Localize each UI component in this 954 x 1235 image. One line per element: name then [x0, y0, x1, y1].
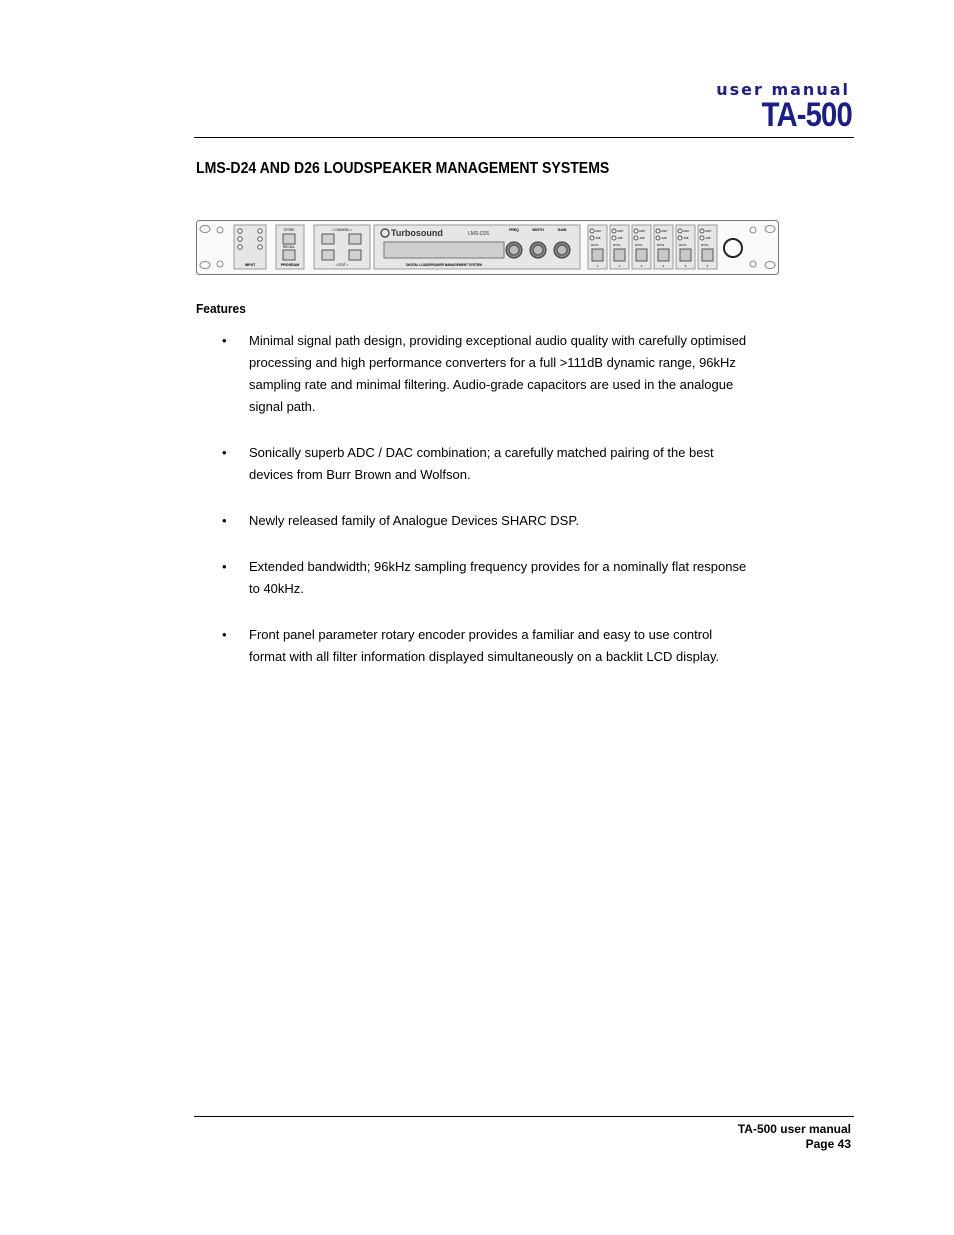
knob-label-gain: GAIN	[557, 228, 567, 232]
limit-label: LIMIT	[595, 230, 602, 233]
mute-button	[636, 249, 647, 261]
knob-label-width: WIDTH	[532, 228, 544, 232]
header-rule	[194, 137, 854, 138]
channel-strip	[610, 225, 629, 269]
mute-button	[658, 249, 669, 261]
channel-number: 4	[662, 264, 665, 268]
list-item: • Newly released family of Analogue Devices SHARC DSP.	[220, 510, 750, 532]
recall-label: RECALL	[282, 245, 296, 249]
limit-label: LIMIT	[661, 230, 668, 233]
list-item: • Minimal signal path design, providing exceptional audio quality with carefully optimised processing and high performance converters for a full >111dB dynamic range, 96kHz sampling rate and minimal filtering. Audio-grade capacitors are used in the analogue signal path.	[220, 330, 750, 418]
front-panel-illustration	[196, 220, 780, 276]
mute-button	[680, 249, 691, 261]
mute-label: MUTE	[679, 244, 687, 247]
channel-number: 6	[706, 264, 709, 268]
section-title: LMS-D24 AND D26 LOUDSPEAKER MANAGEMENT SYSTEMS	[196, 160, 610, 177]
channel-number: 2	[618, 264, 621, 268]
mute-label: MUTE	[701, 244, 709, 247]
lcd-display	[384, 242, 504, 258]
edit-label: < EDIT >	[335, 263, 349, 267]
rotary-encoder-icon	[724, 239, 742, 257]
mute-label: MUTE	[657, 244, 665, 247]
limit-label: LIMIT	[683, 230, 690, 233]
footer-page-number: Page 43	[805, 1137, 851, 1151]
mute-label: MUTE	[635, 244, 643, 247]
input-label: INPUT	[244, 263, 256, 267]
knob-label-freq: FREQ	[509, 228, 519, 232]
header-title: TA-500	[761, 96, 852, 134]
mute-button	[702, 249, 713, 261]
channel-strip	[632, 225, 651, 269]
model-label: LMS-D26	[468, 231, 490, 237]
mute-button	[614, 249, 625, 261]
channel-strip	[676, 225, 695, 269]
signal-label: -6dB	[617, 237, 623, 240]
channel-label: < CHANNEL >	[331, 228, 353, 232]
signal-label: -6dB	[595, 237, 601, 240]
signal-label: -6dB	[639, 237, 645, 240]
signal-label: -6dB	[683, 237, 689, 240]
mute-label: MUTE	[613, 244, 621, 247]
brand-label: Turbosound	[391, 228, 443, 238]
header-subtitle: user manual	[716, 80, 850, 99]
channel-number: 5	[684, 264, 687, 268]
list-item: • Extended bandwidth; 96kHz sampling frequency provides for a nominally flat response to 40kHz.	[220, 556, 750, 600]
features-list	[220, 330, 750, 692]
limit-label: LIMIT	[705, 230, 712, 233]
footer-rule	[194, 1116, 854, 1117]
channel-number: 3	[640, 264, 643, 268]
footer	[738, 1122, 851, 1152]
panel-caption: DIGITAL LOUDSPEAKER MANAGEMENT SYSTEM	[406, 263, 482, 267]
channel-strip	[698, 225, 717, 269]
limit-label: LIMIT	[617, 230, 624, 233]
signal-label: -6dB	[705, 237, 711, 240]
mute-label: MUTE	[591, 244, 599, 247]
program-label: PROGRAM	[280, 263, 300, 267]
limit-label: LIMIT	[639, 230, 646, 233]
signal-label: -6dB	[661, 237, 667, 240]
mute-button	[592, 249, 603, 261]
channel-strip	[588, 225, 607, 269]
store-label: STORE	[283, 228, 295, 232]
list-item: • Sonically superb ADC / DAC combination; a carefully matched pairing of the best devices from Burr Brown and Wolfson.	[220, 442, 750, 486]
channel-number: 1	[596, 264, 599, 268]
list-item: • Front panel parameter rotary encoder provides a familiar and easy to use control format with all filter information displayed simultaneously on a backlit LCD display.	[220, 624, 750, 668]
footer-manual-title: TA-500 user manual	[737, 1122, 851, 1136]
channel-strip	[654, 225, 673, 269]
features-heading: Features	[196, 301, 246, 316]
